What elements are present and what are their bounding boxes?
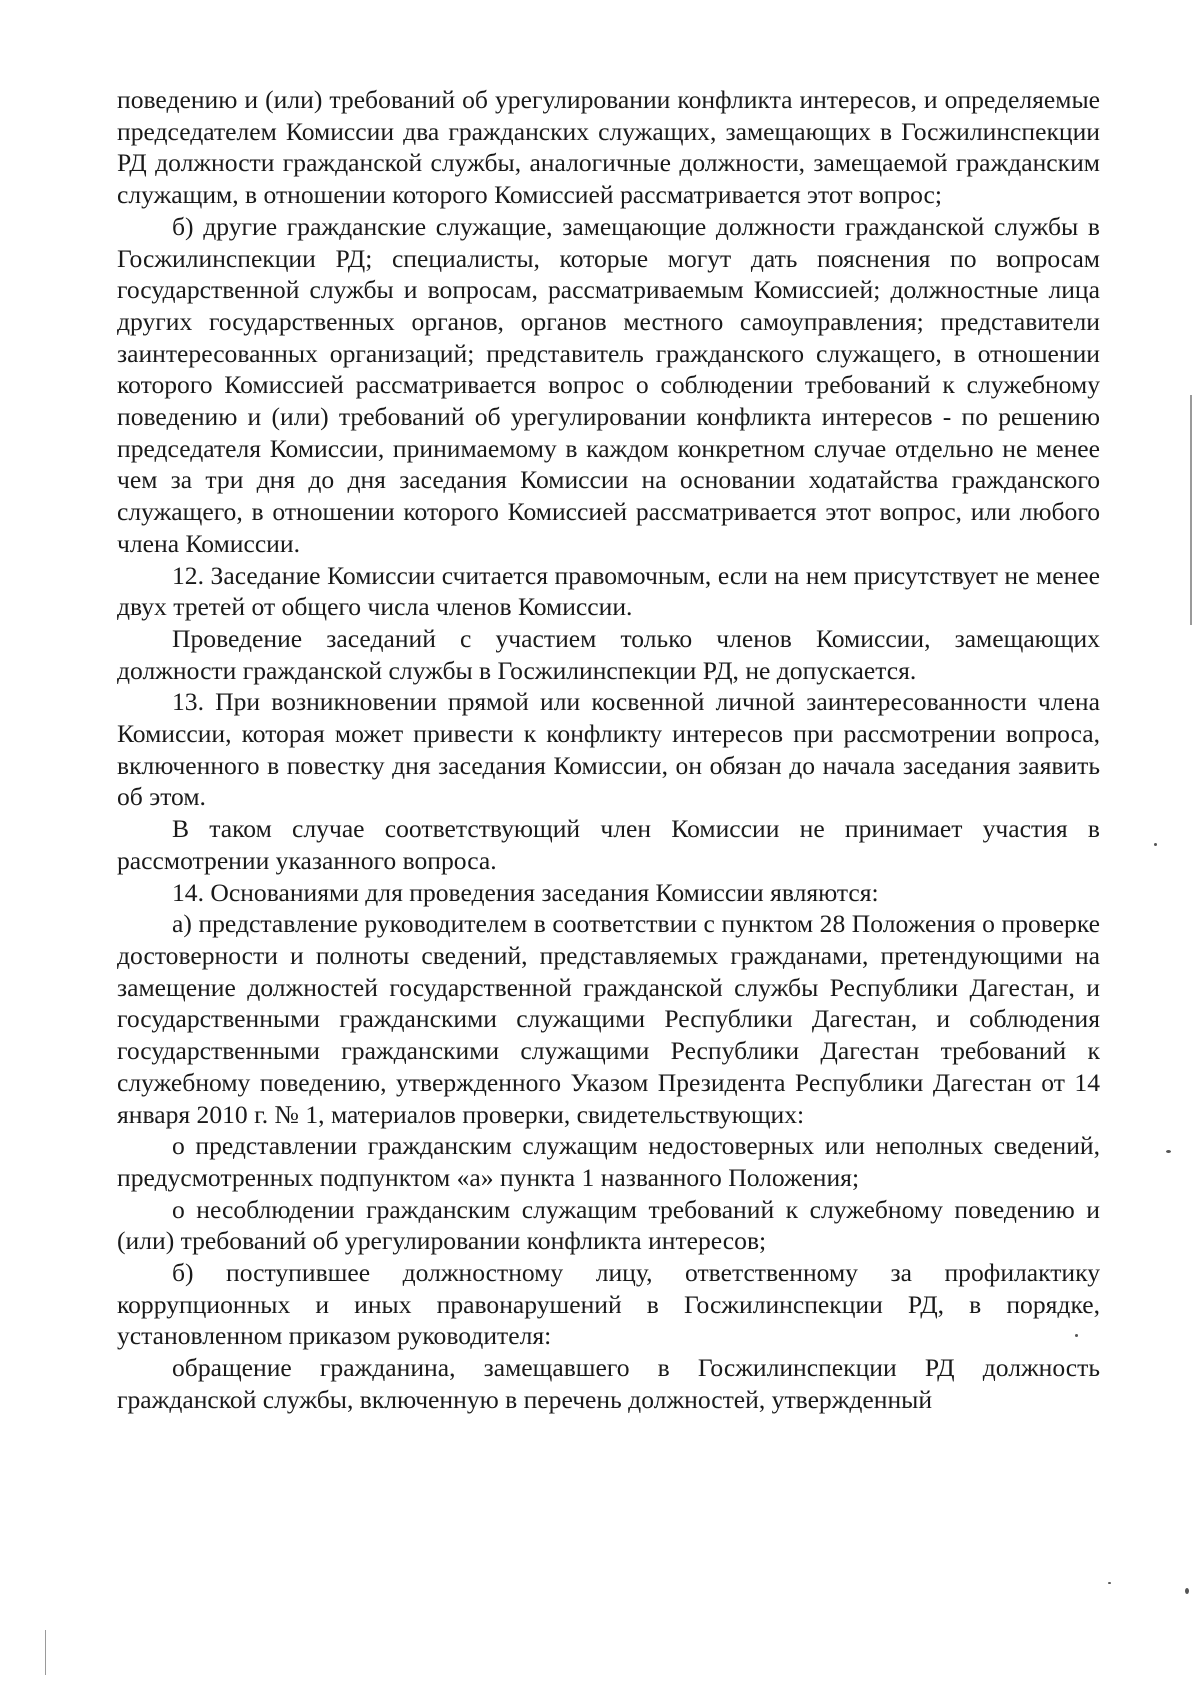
paragraph-section-14-item-b: б) поступившее должностному лицу, ответственному за профилактику коррупционных и иных правонарушений в Госжилинспекции РД, в порядке, установленном приказом руководителя: bbox=[117, 1258, 1100, 1351]
paragraph-section-14-item-a-2: о несоблюдении гражданским служащим требований к служебному поведению и (или) требований об урегулировании конфликта интересов; bbox=[117, 1194, 1100, 1256]
scan-speck bbox=[1166, 1150, 1171, 1153]
scan-edge-line-bottom-left bbox=[45, 1630, 46, 1675]
scan-speck bbox=[1075, 1334, 1078, 1337]
paragraph-item-b-participants: б) другие гражданские служащие, замещающие должности гражданской службы в Госжилинспекции РД; специалисты, которые могут дать пояснения по вопросам государственной службы и вопросам, рассматриваемым Комиссией; должностные лица других государственных органов, органов местного самоуправления; представители заинтересованных организаций; представитель гражданского служащего, в отношении которого Комиссией рассматривается вопрос о соблюдении требований к служебному поведению и (или) требований об урегулировании конфликта интересов - по решению председателя Комиссии, принимаемому в каждом конкретном случае отдельно не менее чем за три дня до дня заседания Комиссии на основании ходатайства гражданского служащего, в отношении которого Комиссией рассматривается этот вопрос, или любого члена Комиссии. bbox=[117, 211, 1100, 558]
paragraph-section-13-note: В таком случае соответствующий член Комиссии не принимает участия в рассмотрении указанного вопроса. bbox=[117, 814, 1100, 875]
scan-speck bbox=[1154, 843, 1157, 846]
paragraph-section-12: 12. Заседание Комиссии считается правомочным, если на нем присутствует не менее двух третей от общего числа членов Комиссии. bbox=[117, 560, 1100, 622]
scan-edge-line-right bbox=[1190, 395, 1192, 625]
paragraph-section-14-item-b-1: обращение гражданина, замещавшего в Госжилинспекции РД должность гражданской службы, включенную в перечень должностей, утвержденный bbox=[117, 1353, 1100, 1414]
paragraph-section-13: 13. При возникновении прямой или косвенной личной заинтересованности члена Комиссии, которая может привести к конфликту интересов при рассмотрении вопроса, включенного в повестку дня заседания Комиссии, он обязан до начала заседания заявить об этом. bbox=[117, 687, 1100, 812]
paragraph-section-14: 14. Основаниями для проведения заседания Комиссии являются: bbox=[172, 877, 879, 907]
scan-speck bbox=[1108, 1582, 1111, 1584]
paragraph-section-14-item-a-1: о представлении гражданским служащим недостоверных или неполных сведений, предусмотренных подпунктом «а» пункта 1 названного Положения; bbox=[117, 1131, 1100, 1192]
paragraph-continuation: поведению и (или) требований об урегулировании конфликта интересов, и определяемые председателем Комиссии два гражданских служащих, замещающих в Госжилинспекции РД должности гражданской службы, аналогичные должности, замещаемой гражданским служащим, в отношении которого Комиссией рассматривается этот вопрос; bbox=[117, 85, 1100, 210]
document-page bbox=[117, 84, 1100, 1416]
scan-speck bbox=[1185, 1588, 1189, 1594]
paragraph-section-12-note: Проведение заседаний с участием только членов Комиссии, замещающих должности гражданской службы в Госжилинспекции РД, не допускается. bbox=[117, 623, 1100, 685]
paragraph-section-14-item-a: а) представление руководителем в соответствии с пунктом 28 Положения о проверке достоверности и полноты сведений, представляемых гражданами, претендующими на замещение должностей государственной гражданской службы Республики Дагестан, и государственными гражданскими служащими Республики Дагестан, и соблюдения государственными гражданскими служащими Республики Дагестан требований к служебному поведению, утвержденного Указом Президента Республики Дагестан от 14 января 2010 г. № 1, материалов проверки, свидетельствующих: bbox=[117, 909, 1100, 1129]
